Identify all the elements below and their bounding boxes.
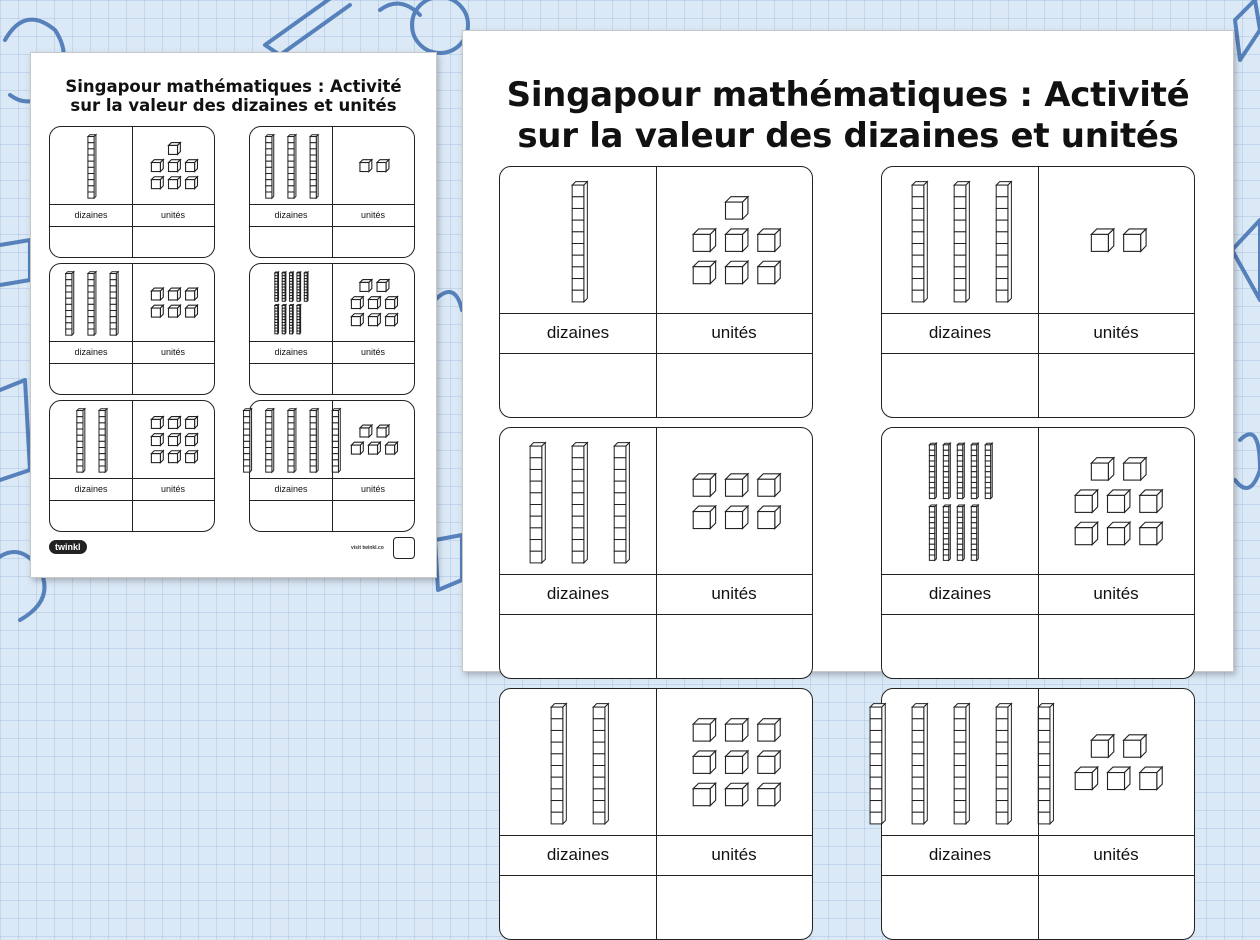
tens-rod (290, 272, 294, 301)
unit-cube (386, 442, 398, 454)
unit-cube (151, 417, 163, 429)
units-answer-box[interactable] (1038, 875, 1194, 939)
unit-cube (169, 143, 181, 155)
activity-card (49, 263, 215, 395)
unit-cubes (1091, 229, 1146, 251)
unit-cube (151, 434, 163, 446)
unit-cube (1091, 735, 1113, 757)
tens-rod (572, 182, 587, 302)
units-answer-box[interactable] (1038, 353, 1194, 417)
tens-rod (310, 409, 318, 472)
tens-rods (870, 704, 1053, 824)
unit-cubes (1075, 458, 1162, 545)
unit-cube (726, 197, 748, 219)
tens-rod (275, 272, 279, 301)
unit-cube (151, 177, 163, 189)
unit-cube (758, 719, 780, 741)
tens-rod (912, 182, 927, 302)
unit-cube (693, 229, 715, 251)
unit-cube (758, 229, 780, 251)
tens-rod (957, 505, 964, 560)
title-line-2: sur la valeur des dizaines et unités (70, 96, 397, 115)
twinkl-logo: twinkl (49, 540, 87, 554)
unit-cubes (151, 417, 197, 463)
tens-rods (551, 704, 608, 824)
tens-label: dizaines (928, 845, 992, 864)
tens-rod (266, 135, 274, 198)
tens-rod (954, 182, 969, 302)
tens-rods (929, 443, 992, 560)
tens-rods (530, 443, 629, 563)
tens-rod (88, 272, 96, 335)
unit-cube (693, 751, 715, 773)
unit-cube (386, 314, 398, 326)
title-line-1: Singapour mathématiques : Activité (506, 75, 1190, 115)
tens-rod (88, 135, 96, 198)
unit-cube (1075, 767, 1097, 789)
unit-cube (369, 314, 381, 326)
tens-rods (66, 272, 118, 335)
tens-rod (929, 505, 936, 560)
unit-cube (1124, 735, 1146, 757)
tens-label: dizaines (546, 323, 610, 342)
units-answer-box[interactable] (132, 363, 214, 394)
tens-rod (572, 443, 587, 563)
pencil-doodle (265, 0, 350, 55)
worksheet-thumbnail (30, 52, 437, 578)
unit-cube (1140, 490, 1162, 512)
tens-rod (99, 409, 107, 472)
tens-rod (971, 443, 978, 498)
unit-cube (758, 261, 780, 283)
tens-rod (288, 409, 296, 472)
unit-cube (169, 288, 181, 300)
tens-rod (110, 272, 118, 335)
unit-cube (360, 160, 372, 172)
tens-answer-box[interactable] (882, 614, 1038, 678)
unit-cube (693, 474, 715, 496)
unit-cube (351, 314, 363, 326)
worksheet-title (31, 77, 436, 115)
activity-card (49, 400, 215, 532)
units-answer-box[interactable] (656, 614, 812, 678)
unit-cube (186, 434, 198, 446)
unit-cube (186, 177, 198, 189)
units-answer-box[interactable] (132, 226, 214, 257)
unit-cube (1091, 458, 1113, 480)
worksheet-zoom (462, 30, 1234, 864)
unit-cube (1075, 522, 1097, 544)
tens-label: dizaines (74, 210, 108, 220)
tens-rod (66, 272, 74, 335)
tens-rod (929, 443, 936, 498)
tens-rod (593, 704, 608, 824)
book-doodle (0, 380, 30, 480)
units-answer-box[interactable] (332, 500, 414, 531)
unit-cube (186, 305, 198, 317)
unit-cube (377, 280, 389, 292)
tens-rod (943, 443, 950, 498)
tens-rods (88, 135, 96, 198)
unit-cube (369, 297, 381, 309)
units-label: unités (1093, 584, 1139, 603)
unit-cubes (351, 425, 397, 454)
unit-cube (1108, 490, 1130, 512)
units-label: unités (1093, 323, 1139, 342)
unit-cubes (693, 197, 780, 284)
unit-cube (693, 719, 715, 741)
tens-rods (244, 409, 341, 472)
tens-answer-box[interactable] (250, 226, 332, 257)
unit-cube (758, 506, 780, 528)
tens-rod (282, 305, 286, 334)
tens-rods (572, 182, 587, 302)
unit-cubes (360, 160, 389, 172)
tens-rod (290, 305, 294, 334)
activity-card (881, 688, 1195, 940)
unit-cube (151, 451, 163, 463)
tens-rods (912, 182, 1011, 302)
tens-rod (551, 704, 566, 824)
tens-rod (266, 409, 274, 472)
unit-cube (169, 434, 181, 446)
tens-rod (288, 135, 296, 198)
unit-cube (169, 177, 181, 189)
tens-label: dizaines (74, 484, 108, 494)
activity-card (881, 427, 1195, 679)
tens-rod (954, 704, 969, 824)
unit-cubes (693, 719, 780, 806)
tens-rod (996, 182, 1011, 302)
tens-answer-box[interactable] (250, 500, 332, 531)
tens-label: dizaines (928, 323, 992, 342)
tens-rod (530, 443, 545, 563)
unit-cube (360, 425, 372, 437)
unit-cube (726, 506, 748, 528)
tens-label: dizaines (74, 347, 108, 357)
unit-cube (151, 160, 163, 172)
units-label: unités (711, 584, 757, 603)
unit-cube (1075, 490, 1097, 512)
tens-rod (985, 443, 992, 498)
tens-rod (244, 409, 252, 472)
activity-card (499, 166, 813, 418)
unit-cube (151, 305, 163, 317)
unit-cube (1140, 522, 1162, 544)
unit-cube (169, 417, 181, 429)
unit-cube (1124, 458, 1146, 480)
activity-card (881, 166, 1195, 418)
tens-rod (275, 305, 279, 334)
units-label: unités (711, 323, 757, 342)
tens-label: dizaines (274, 484, 308, 494)
activity-card (249, 263, 415, 395)
title-line-1: Singapour mathématiques : Activité (65, 77, 402, 96)
unit-cube (693, 506, 715, 528)
units-label: unités (1093, 845, 1139, 864)
unit-cube (186, 451, 198, 463)
units-answer-box[interactable] (656, 875, 812, 939)
tens-rod (297, 272, 301, 301)
tens-rods (275, 272, 308, 334)
unit-cube (726, 261, 748, 283)
units-answer-box[interactable] (332, 363, 414, 394)
unit-cube (1140, 767, 1162, 789)
tens-rod (971, 505, 978, 560)
pen-doodle (1235, 0, 1260, 60)
tens-label: dizaines (928, 584, 992, 603)
tens-rod (957, 443, 964, 498)
tens-answer-box[interactable] (50, 226, 132, 257)
unit-cube (693, 783, 715, 805)
units-label: unités (711, 845, 757, 864)
tens-answer-box[interactable] (500, 353, 656, 417)
unit-cube (360, 280, 372, 292)
tens-rod (282, 272, 286, 301)
unit-cube (758, 474, 780, 496)
units-label: unités (360, 347, 386, 357)
tens-label: dizaines (274, 210, 308, 220)
unit-cube (693, 261, 715, 283)
unit-cube (151, 288, 163, 300)
tens-rod (996, 704, 1011, 824)
worksheet-title (463, 75, 1233, 157)
swirl-doodle (435, 292, 462, 310)
unit-cube (386, 297, 398, 309)
unit-cube (726, 229, 748, 251)
tens-answer-box[interactable] (50, 500, 132, 531)
footer-badge-icon (393, 537, 415, 559)
units-label: unités (160, 347, 186, 357)
unit-cube (726, 751, 748, 773)
unit-cube (186, 160, 198, 172)
tens-answer-box[interactable] (50, 363, 132, 394)
activity-card (499, 688, 813, 940)
unit-cubes (351, 280, 397, 326)
unit-cube (726, 783, 748, 805)
title-line-2: sur la valeur des dizaines et unités (517, 116, 1179, 156)
unit-cube (758, 783, 780, 805)
unit-cube (726, 719, 748, 741)
units-label: unités (160, 210, 186, 220)
globe-doodle (1235, 434, 1260, 488)
tens-rods (77, 409, 107, 472)
tens-rod (297, 305, 301, 334)
unit-cube (351, 297, 363, 309)
unit-cube (377, 160, 389, 172)
unit-cube (377, 425, 389, 437)
unit-cube (726, 474, 748, 496)
unit-cube (351, 442, 363, 454)
tens-rod (332, 409, 340, 472)
units-answer-box[interactable] (332, 226, 414, 257)
tens-rod (614, 443, 629, 563)
tens-answer-box[interactable] (882, 353, 1038, 417)
unit-cubes (693, 474, 780, 529)
unit-cubes (151, 143, 197, 189)
units-answer-box[interactable] (656, 353, 812, 417)
tens-label: dizaines (546, 845, 610, 864)
tens-answer-box[interactable] (500, 875, 656, 939)
units-answer-box[interactable] (132, 500, 214, 531)
unit-cubes (1075, 735, 1162, 790)
tens-answer-box[interactable] (882, 875, 1038, 939)
clock-doodle (412, 0, 468, 53)
unit-cube (186, 417, 198, 429)
tens-label: dizaines (274, 347, 308, 357)
activity-card (49, 126, 215, 258)
unit-cube (1124, 229, 1146, 251)
unit-cube (1091, 229, 1113, 251)
unit-cube (758, 751, 780, 773)
units-label: unités (360, 484, 386, 494)
unit-cubes (151, 288, 197, 317)
tens-rod (77, 409, 85, 472)
tens-rod (870, 704, 885, 824)
units-answer-box[interactable] (1038, 614, 1194, 678)
tens-rod (943, 505, 950, 560)
footer-url: visit twinkl.co (351, 545, 384, 551)
activity-card (249, 400, 415, 532)
unit-cube (169, 160, 181, 172)
tens-answer-box[interactable] (250, 363, 332, 394)
unit-cube (1108, 522, 1130, 544)
ruler-doodle (0, 240, 30, 285)
tens-rod (1038, 704, 1053, 824)
unit-cube (169, 305, 181, 317)
eraser-doodle (435, 535, 462, 590)
unit-cube (1108, 767, 1130, 789)
tens-answer-box[interactable] (500, 614, 656, 678)
units-label: unités (160, 484, 186, 494)
tens-rod (304, 272, 308, 301)
tens-rods (266, 135, 318, 198)
triangle-doodle (1232, 220, 1260, 300)
unit-cube (369, 442, 381, 454)
activity-card (249, 126, 415, 258)
unit-cube (169, 451, 181, 463)
tens-rod (912, 704, 927, 824)
tens-label: dizaines (546, 584, 610, 603)
activity-card (499, 427, 813, 679)
units-label: unités (360, 210, 386, 220)
unit-cube (186, 288, 198, 300)
tens-rod (310, 135, 318, 198)
